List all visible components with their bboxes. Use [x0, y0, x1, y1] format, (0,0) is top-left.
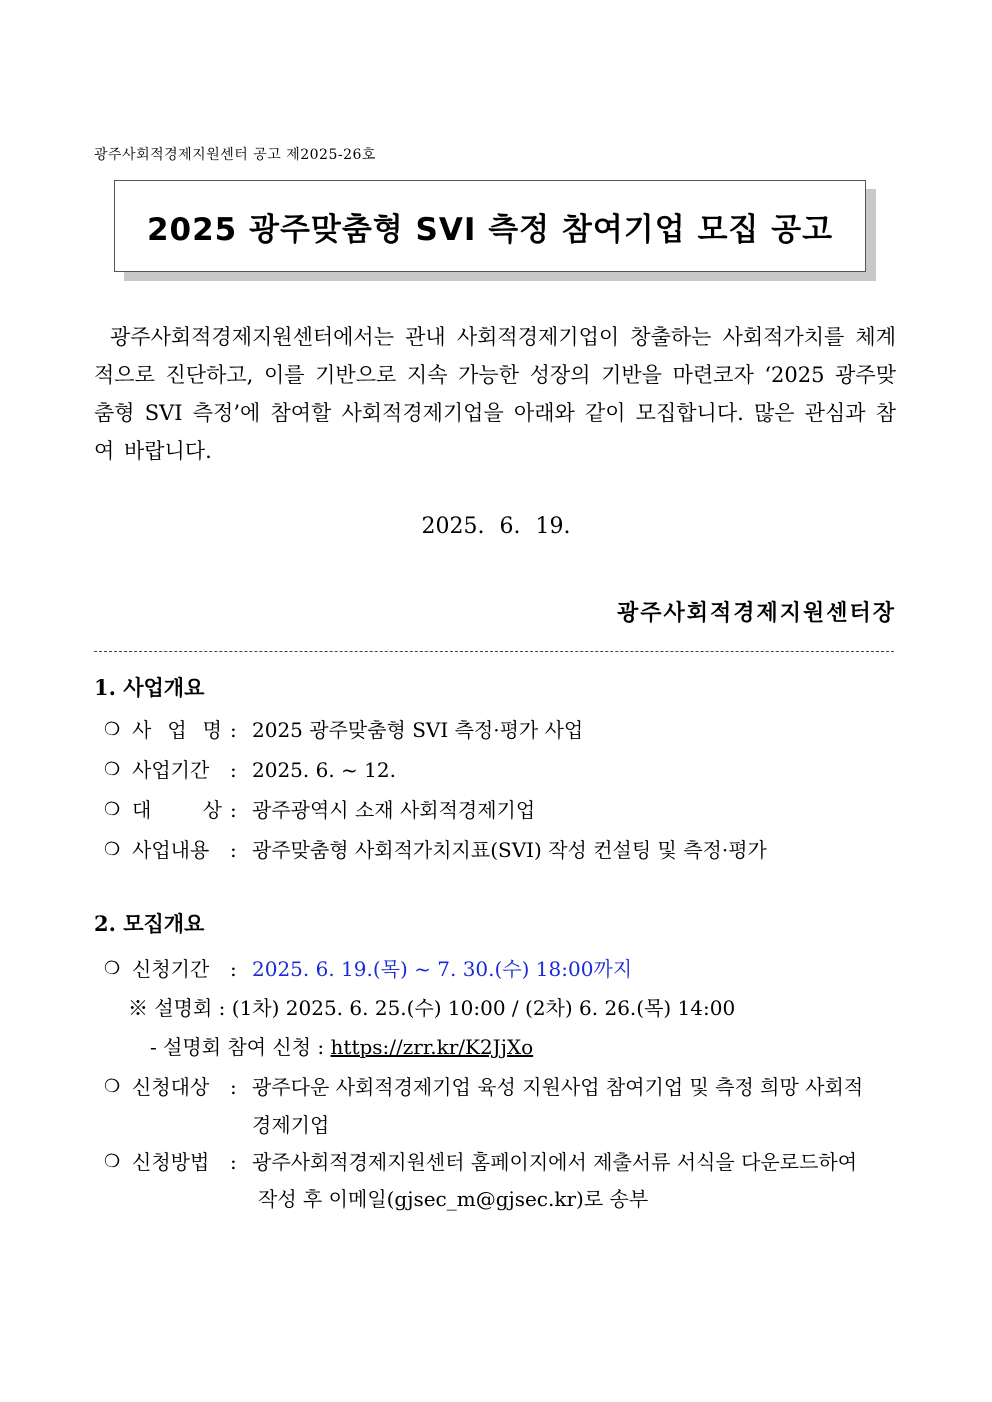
section1-title: 1. 사업개요	[94, 675, 205, 700]
item-label: 신청기간	[132, 957, 210, 981]
colon: :	[230, 758, 237, 782]
bullet-icon: ❍	[104, 1151, 121, 1172]
bullet-icon: ❍	[104, 839, 121, 860]
intro-paragraph: 광주사회적경제지원센터에서는 관내 사회적경제기업이 창출하는 사회적가치를 체계적으로 진단하고, 이를 기반으로 지속 가능한 성장의 기반을 마련코자 ‘2025 광주맞춤형 SVI 측정’에 참여할 사회적경제기업을 아래와 같이 모집합니다. 많은 관심과 참여 바랍니다.	[94, 325, 896, 463]
bullet-icon: ❍	[104, 719, 121, 740]
briefing-apply-row	[150, 1028, 533, 1066]
section1-item	[104, 711, 583, 749]
bullet-icon: ❍	[104, 799, 121, 820]
colon: :	[230, 838, 237, 862]
notice-number: 광주사회적경제지원센터 공고 제2025-26호	[94, 147, 376, 163]
item-value: 2025. 6. ~ 12.	[252, 758, 396, 782]
notice-date: 2025. 6. 19.	[421, 514, 571, 539]
item-label: 사업내용	[132, 838, 210, 862]
briefing-apply-link[interactable]: https://zrr.kr/K2JjXo	[330, 1035, 534, 1059]
period-row	[104, 950, 632, 988]
section1-item	[104, 831, 767, 869]
colon: :	[230, 1150, 237, 1174]
item-label: 신청대상	[132, 1075, 210, 1099]
section1-item	[104, 751, 396, 789]
section2-title: 2. 모집개요	[94, 911, 205, 936]
method-value-line2: 작성 후 이메일(gjsec_m@gjsec.kr)로 송부	[258, 1187, 649, 1211]
period-value: 2025. 6. 19.(목) ~ 7. 30.(수) 18:00까지	[252, 957, 633, 981]
target-row	[104, 1068, 863, 1106]
title-box	[114, 180, 866, 272]
divider	[94, 651, 894, 652]
colon: :	[230, 718, 237, 742]
document-title: 2025 광주맞춤형 SVI 측정 참여기업 모집 공고	[146, 211, 834, 248]
bullet-icon: ❍	[104, 759, 121, 780]
colon: :	[230, 798, 237, 822]
signer: 광주사회적경제지원센터장	[616, 600, 896, 626]
section1-item	[104, 791, 535, 829]
colon: :	[230, 1075, 237, 1099]
briefing-row	[128, 989, 735, 1027]
bullet-icon: ❍	[104, 1076, 121, 1097]
target-value-line1: 광주다운 사회적경제기업 육성 지원사업 참여기업 및 측정 희망 사회적	[252, 1075, 864, 1099]
briefing-apply-prefix: - 설명회 참여 신청 :	[150, 1035, 325, 1059]
item-value: 2025 광주맞춤형 SVI 측정·평가 사업	[252, 718, 584, 742]
colon: :	[230, 957, 237, 981]
briefing-prefix: ※ 설명회 :	[128, 996, 226, 1020]
item-value: 광주맞춤형 사회적가치지표(SVI) 작성 컨설팅 및 측정·평가	[252, 838, 767, 862]
target-value-line2: 경제기업	[252, 1113, 330, 1137]
item-label: 사업기간	[132, 758, 210, 782]
item-label: 대 상	[132, 798, 222, 822]
bullet-icon: ❍	[104, 958, 121, 979]
method-value-line1: 광주사회적경제지원센터 홈페이지에서 제출서류 서식을 다운로드하여	[252, 1150, 858, 1174]
item-label: 사 업 명	[132, 718, 222, 742]
item-label: 신청방법	[132, 1150, 210, 1174]
item-value: 광주광역시 소재 사회적경제기업	[252, 798, 536, 822]
method-row	[104, 1143, 857, 1181]
briefing-value: (1차) 2025. 6. 25.(수) 10:00 / (2차) 6. 26.(목) 14:00	[231, 996, 736, 1020]
